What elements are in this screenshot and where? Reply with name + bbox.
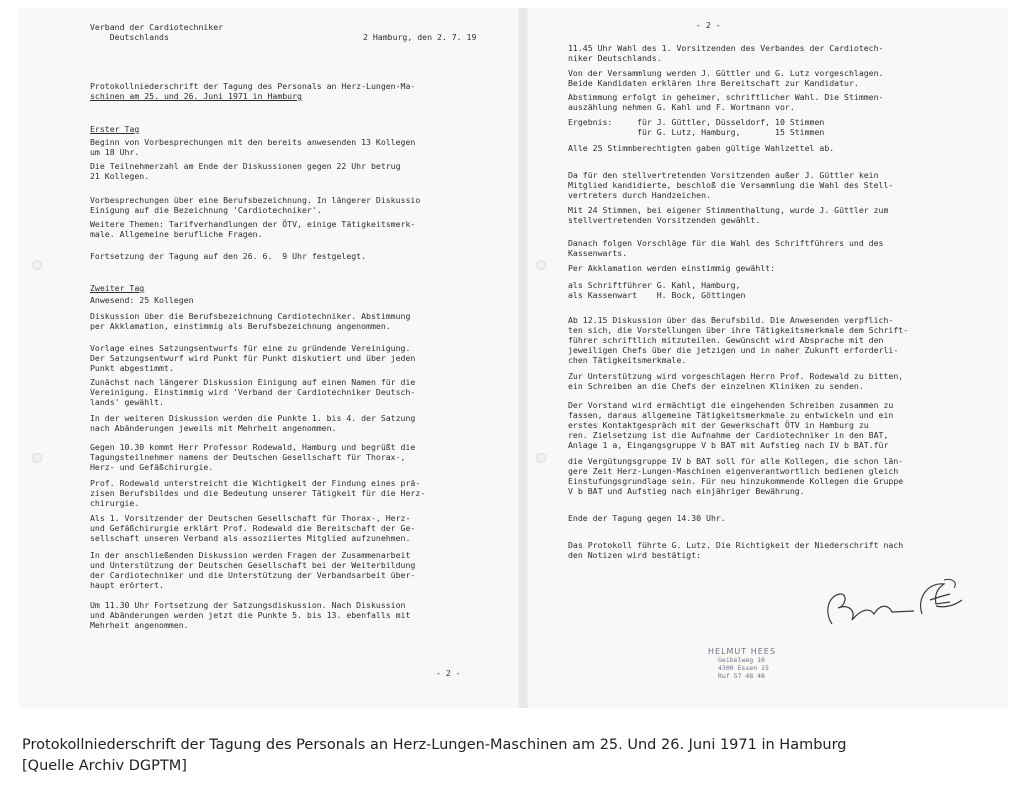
scanned-document	[18, 8, 1008, 708]
stamp-line: 4300 Essen 15	[718, 664, 769, 672]
body-line: jeweiligen Chefs über die jetzigen und in naher Zukunft erforderli-	[568, 345, 899, 355]
body-line: vertreters durch Handzeichen.	[568, 190, 711, 200]
day2-line: In der weiteren Diskussion werden die Punkte 1. bis 4. der Satzung	[90, 413, 416, 423]
day2-heading: Zweiter Tag	[90, 283, 145, 293]
day2-line: zisen Berufsbildes und die Bedeutung unserer Tätigkeit für die Herz-	[90, 488, 426, 498]
body-line: Abstimmung erfolgt in geheimer, schriftlicher Wahl. Die Stimmen-	[568, 92, 884, 102]
punch-hole	[32, 260, 42, 270]
body-line: stellvertretenden Vorsitzenden gewählt.	[568, 215, 761, 225]
image-caption	[22, 735, 1002, 777]
day2-line: Mehrheit angenommen.	[90, 620, 189, 630]
day1-line: Fortsetzung der Tagung auf den 26. 6. 9 Uhr festgelegt.	[90, 251, 367, 261]
day1-line: Vorbesprechungen über eine Berufsbezeichnung. In längerer Diskussio	[90, 195, 421, 205]
day2-line: Als 1. Vorsitzender der Deutschen Gesellschaft für Thorax-, Herz-	[90, 513, 411, 523]
caption-title: Protokollniederschrift der Tagung des Personals an Herz-Lungen-Maschinen am 25. Und 26. Juni 1971 in Hamburg	[22, 737, 847, 753]
body-line: Da für den stellvertretenden Vorsitzenden außer J. Güttler kein	[568, 170, 879, 180]
stamp-line: Geibelweg 10	[718, 656, 765, 664]
day2-line: Vorlage eines Satzungsentwurfs für eine zu gründende Vereinigung.	[90, 343, 411, 353]
page-fold	[518, 8, 528, 708]
body-line: Von der Versammlung werden J. Güttler und G. Lutz vorgeschlagen.	[568, 68, 884, 78]
body-line: Mitglied kandidierte, beschloß die Versammlung die Wahl des Stell-	[568, 180, 894, 190]
title-line-2: schinen am 25. und 26. Juni 1971 in Hamburg	[90, 91, 302, 101]
day2-line: und Gefäßchirurgie erklärt Prof. Rodewald die Bereitschaft der Ge-	[90, 523, 416, 533]
day2-line: Tagungsteilnehmer namens der Deutschen Gesellschaft für Thorax-,	[90, 452, 406, 462]
day1-line: Beginn von Vorbesprechungen mit den bereits anwesenden 13 Kollegen	[90, 137, 416, 147]
day2-line: Diskussion über die Berufsbezeichnung Cardiotechniker. Abstimmung	[90, 311, 411, 321]
body-line: ren. Zielsetzung ist die Aufnahme der Cardiotechniker in den BAT,	[568, 430, 889, 440]
body-line: Einstufungsgrundlage sein. Für neu hinzukommende Kollegen die Gruppe	[568, 476, 904, 486]
caption-source: [Quelle Archiv DGPTM]	[22, 758, 187, 774]
day2-line: Prof. Rodewald unterstreicht die Wichtigkeit der Findung eines prä-	[90, 478, 421, 488]
punch-hole	[536, 453, 546, 463]
body-line: gere Zeit Herz-Lungen-Maschinen eigenverantwortlich bedienen gleich	[568, 466, 899, 476]
body-line: Ab 12.15 Diskussion über das Berufsbild. Die Anwesenden verpflich-	[568, 315, 894, 325]
body-line: V b BAT und Aufstieg nach einjähriger Bewährung.	[568, 486, 805, 496]
body-line: Anlage 1 a, Eingangsgruppe V b BAT mit Aufstieg nach IV b BAT.für	[568, 440, 889, 450]
body-line: niker Deutschlands.	[568, 53, 662, 63]
body-line: chen Tätigkeitsmerkmale.	[568, 355, 687, 365]
body-line: als Schriftführer G. Kahl, Hamburg,	[568, 280, 741, 290]
body-line: Zur Unterstützung wird vorgeschlagen Herrn Prof. Rodewald zu bitten,	[568, 371, 904, 381]
day2-line: und Unterstützung der Deutschen Gesellschaft bei der Weiterbildung	[90, 560, 416, 570]
body-line: Der Vorstand wird ermächtigt die eingehenden Schreiben zusammen zu	[568, 400, 894, 410]
body-line: Das Protokoll führte G. Lutz. Die Richtigkeit der Niederschrift nach	[568, 540, 904, 550]
body-line: auszählung nehmen G. Kahl und F. Wortmann vor.	[568, 102, 795, 112]
address-stamp	[708, 648, 776, 680]
day2-line: haupt erörtert.	[90, 580, 164, 590]
day1-line: 21 Kollegen.	[90, 171, 150, 181]
day2-line: Herz- und Gefäßchirurgie.	[90, 462, 214, 472]
title-line-1: Protokollniederschrift der Tagung des Personals an Herz-Lungen-Ma-	[90, 81, 416, 91]
place-date: 2 Hamburg, den 2. 7. 19	[363, 32, 477, 42]
body-line: ten sich, die Vorstellungen über ihre Tätigkeitsmerkmale dem Schrift-	[568, 325, 909, 335]
body-line: die Vergütungsgruppe IV b BAT soll für alle Kollegen, die schon län-	[568, 456, 904, 466]
day2-line: Anwesend: 25 Kollegen	[90, 295, 194, 305]
body-line: Ende der Tagung gegen 14.30 Uhr.	[568, 513, 726, 523]
sender-line-1: Verband der Cardiotechniker	[90, 22, 224, 32]
day2-line: lands' gewählt.	[90, 397, 164, 407]
day1-line: male. Allgemeine berufliche Fragen.	[90, 229, 263, 239]
protocol-page-2	[528, 8, 1008, 708]
body-line: ein Schreiben an die Chefs der einzelnen Kliniken zu senden.	[568, 381, 864, 391]
body-line: Per Akklamation werden einstimmig gewählt:	[568, 263, 776, 273]
punch-hole	[32, 453, 42, 463]
day2-line: Vereinigung. Einstimmig wird 'Verband der Cardiotechniker Deutsch-	[90, 387, 416, 397]
body-line: führer schriftlich mitzuteilen. Gewünscht wird Absprache mit den	[568, 335, 884, 345]
body-line: Beide Kandidaten erklären ihre Bereitschaft zur Kandidatur.	[568, 78, 859, 88]
day2-line: Punkt abgestimmt.	[90, 363, 174, 373]
body-line: Alle 25 Stimmberechtigten gaben gültige Wahlzettel ab.	[568, 143, 835, 153]
day2-line: nach Abänderungen jeweils mit Mehrheit angenommen.	[90, 423, 337, 433]
body-line: als Kassenwart H. Bock, Göttingen	[568, 290, 746, 300]
body-line: Kassenwarts.	[568, 248, 628, 258]
day1-line: um 18 Uhr.	[90, 147, 140, 157]
handwritten-signature	[818, 574, 968, 634]
day1-heading: Erster Tag	[90, 124, 140, 134]
body-line: Mit 24 Stimmen, bei eigener Stimmenthaltung, wurde J. Güttler zum	[568, 205, 889, 215]
body-line: erstes Kontaktgespräch mit der Gewerkschaft ÖTV in Hamburg zu	[568, 420, 869, 430]
protocol-page-1	[18, 8, 518, 708]
body-line: den Notizen wird bestätigt:	[568, 550, 702, 560]
day2-line: In der anschließenden Diskussion werden Fragen der Zusammenarbeit	[90, 550, 411, 560]
day2-line: Der Satzungsentwurf wird Punkt für Punkt diskutiert und über jeden	[90, 353, 416, 363]
page-number: - 2 -	[436, 668, 461, 678]
day2-line: und Abänderungen werden jetzt die Punkte 5. bis 13. ebenfalls mit	[90, 610, 411, 620]
body-line: für G. Lutz, Hamburg, 15 Stimmen	[568, 127, 825, 137]
day1-line: Weitere Themen: Tarifverhandlungen der ÖTV, einige Tätigkeitsmerk-	[90, 219, 416, 229]
stamp-line: Ruf 57 48 48	[718, 672, 765, 680]
day1-line: Einigung auf die Bezeichnung 'Cardiotechniker'.	[90, 205, 322, 215]
day2-line: sellschaft unseren Verband als assoziiertes Mitglied aufzunehmen.	[90, 533, 411, 543]
day2-line: Zunächst nach längerer Diskussion Einigung auf einen Namen für die	[90, 377, 416, 387]
punch-hole	[536, 260, 546, 270]
body-line: Danach folgen Vorschläge für die Wahl des Schriftführers und des	[568, 238, 884, 248]
body-line: Ergebnis: für J. Güttler, Düsseldorf, 10 Stimmen	[568, 117, 825, 127]
day2-line: per Akklamation, einstimmig als Berufsbezeichnung angenommen.	[90, 321, 391, 331]
day2-line: chirurgie.	[90, 498, 140, 508]
stamp-name: HELMUT HEES	[708, 647, 776, 656]
day2-line: Gegen 10.30 kommt Herr Professor Rodewald, Hamburg und begrüßt die	[90, 442, 416, 452]
body-line: fassen, daraus allgemeine Tätigkeitsmerkmale zu entwickeln und ein	[568, 410, 894, 420]
sender-line-2: Deutschlands	[90, 32, 169, 42]
day2-line: der Cardiotechniker und die Unterstützung der Verbandsarbeit über-	[90, 570, 416, 580]
page-header: - 2 -	[696, 20, 721, 30]
body-line: 11.45 Uhr Wahl des 1. Vorsitzenden des Verbandes der Cardiotech-	[568, 43, 884, 53]
day2-line: Um 11.30 Uhr Fortsetzung der Satzungsdiskussion. Nach Diskussion	[90, 600, 406, 610]
day1-line: Die Teilnehmerzahl am Ende der Diskussionen gegen 22 Uhr betrug	[90, 161, 401, 171]
